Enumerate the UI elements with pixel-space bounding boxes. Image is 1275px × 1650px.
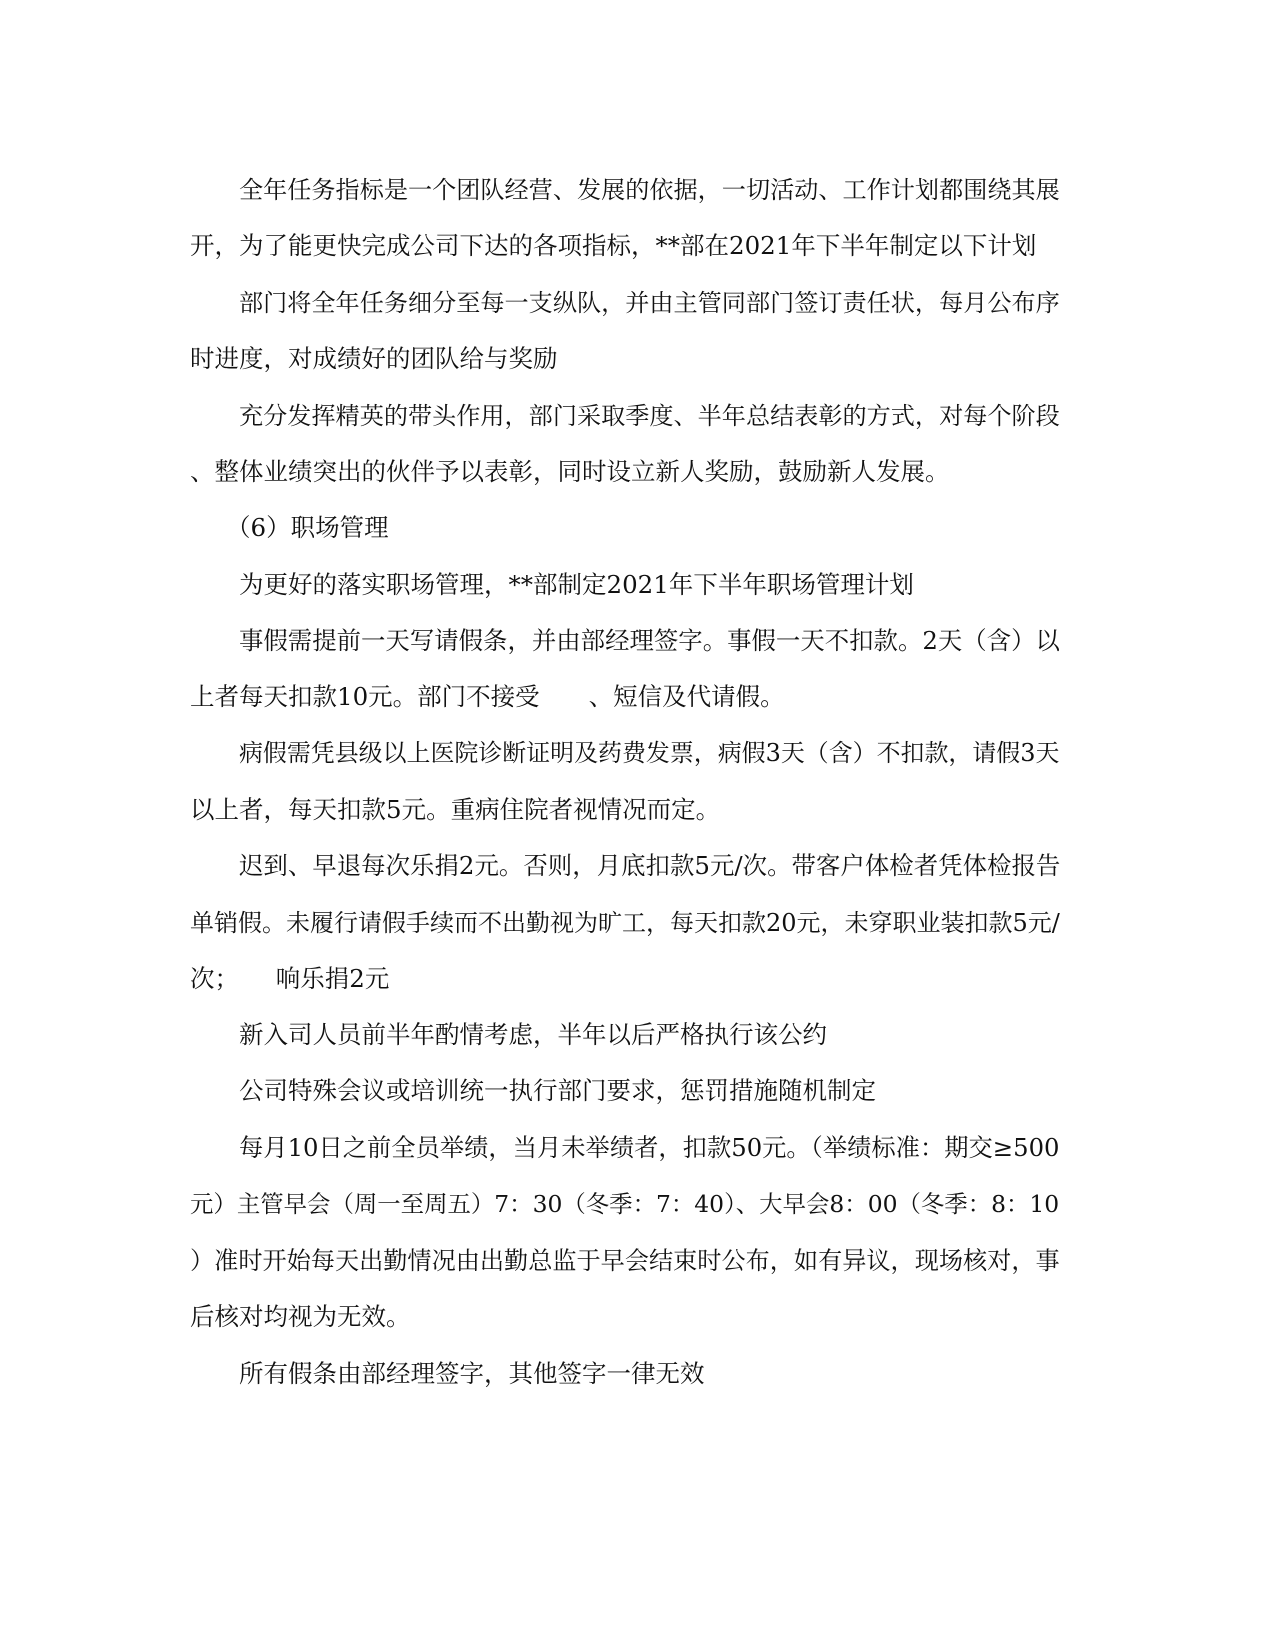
paragraph-line: ）准时开始每天出勤情况由出勤总监于早会结束时公布，如有异议，现场核对，事 <box>190 1247 1060 1275</box>
paragraph-line: 后核对均视为无效。 <box>190 1302 411 1331</box>
paragraph-line: 事假需提前一天写请假条，并由部经理签字。事假一天不扣款。2天（含）以 <box>239 626 1060 655</box>
section-heading: （6）职场管理 <box>226 513 389 542</box>
paragraph-line: 迟到、早退每次乐捐2元。否则，月底扣款5元/次。带客户体检者凭体检报告 <box>239 851 1061 880</box>
paragraph-line: 单销假。未履行请假手续而不出勤视为旷工，每天扣款20元，未穿职业装扣款5元/ <box>190 909 1060 937</box>
paragraph-line: 为更好的落实职场管理，**部制定2021年下半年职场管理计划 <box>239 570 914 599</box>
paragraph-line: 上者每天扣款10元。部门不接受 、短信及代请假。 <box>190 682 785 711</box>
paragraph-line: 时进度，对成绩好的团队给与奖励 <box>190 344 558 373</box>
paragraph-line: 每月10日之前全员举绩，当月未举绩者，扣款50元。（举绩标准：期交≥500 <box>239 1133 1060 1162</box>
paragraph-line: 、整体业绩突出的伙伴予以表彰，同时设立新人奖励，鼓励新人发展。 <box>190 457 950 486</box>
paragraph-line: 开，为了能更快完成公司下达的各项指标，**部在2021年下半年制定以下计划 <box>190 231 1037 260</box>
paragraph-line: 所有假条由部经理签字，其他签字一律无效 <box>239 1359 705 1388</box>
paragraph-line: 次； 响乐捐2元 <box>190 964 390 993</box>
paragraph-line: 部门将全年任务细分至每一支纵队，并由主管同部门签订责任状，每月公布序 <box>239 289 1060 317</box>
paragraph-line: 以上者，每天扣款5元。重病住院者视情况而定。 <box>190 795 721 824</box>
paragraph-line: 全年任务指标是一个团队经营、发展的依据，一切活动、工作计划都围绕其展 <box>239 176 1060 204</box>
paragraph-line: 元）主管早会（周一至周五）7：30（冬季：7：40）、大早会8：00（冬季：8：10 <box>190 1190 1060 1218</box>
paragraph-line: 公司特殊会议或培训统一执行部门要求，惩罚措施随机制定 <box>239 1076 876 1105</box>
paragraph-line: 充分发挥精英的带头作用，部门采取季度、半年总结表彰的方式，对每个阶段 <box>239 402 1060 430</box>
paragraph-line: 新入司人员前半年酌情考虑，半年以后严格执行该公约 <box>239 1020 827 1049</box>
paragraph-line: 病假需凭县级以上医院诊断证明及药费发票，病假3天（含）不扣款，请假3天 <box>239 739 1060 767</box>
